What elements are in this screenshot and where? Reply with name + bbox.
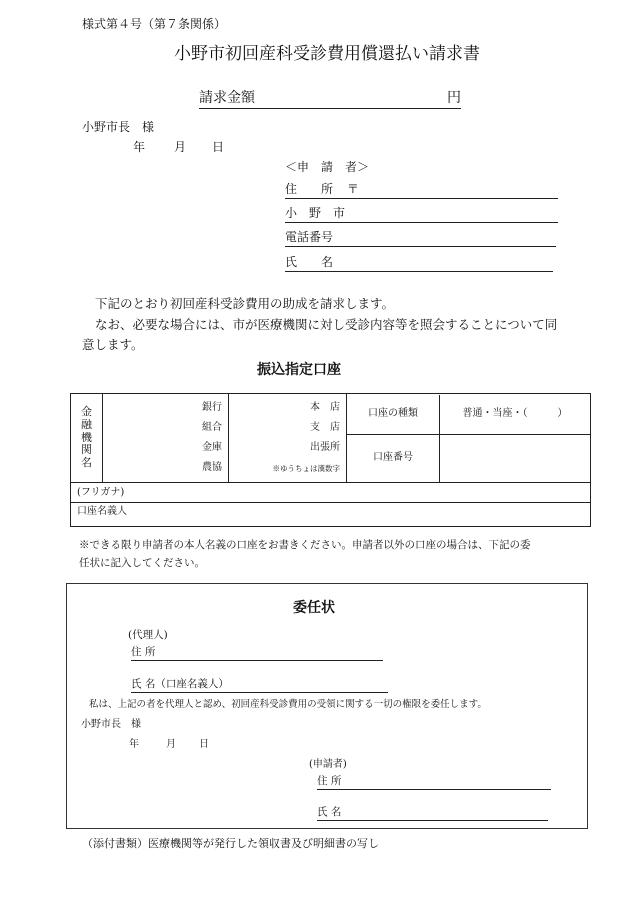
branch-sub: 支 店 [310, 422, 340, 433]
branch-office: 出張所 [310, 442, 340, 453]
applicant-name-field[interactable] [285, 255, 553, 272]
proxy-statement: 私は、上記の者を代理人と認め、初回産科受診費用の受領に関する一切の権限を委任します。 [89, 699, 487, 710]
addressee: 小野市長 様 [82, 120, 155, 134]
proxy-agent-address-field[interactable] [131, 646, 383, 661]
institution-label-cell [71, 394, 103, 483]
yucho-note: ※ゆうちょは漢数字 [272, 464, 340, 473]
furigana-row[interactable] [71, 483, 591, 503]
furigana-label: (フリガナ) [77, 486, 125, 498]
proxy-applicant-address-field[interactable] [317, 775, 551, 790]
date-day: 日 [212, 140, 225, 154]
body-text-line3: 意します。 [82, 337, 144, 352]
applicant-phone-label: 電話番号 [285, 230, 334, 244]
institution-label-char: 関 [81, 443, 92, 457]
proxy-agent-name-label: 氏 名（口座名義人） [131, 678, 229, 690]
proxy-agent-name-field[interactable] [131, 678, 388, 693]
applicant-city-label: 小 野 市 [285, 206, 346, 220]
proxy-applicant-name-label: 氏 名 [317, 806, 342, 818]
bank-type-bank: 銀行 [202, 402, 222, 413]
proxy-date-month: 月 [166, 739, 176, 750]
institution-label-char: 金 [81, 405, 92, 419]
bank-type-union: 組合 [202, 422, 222, 433]
bank-account-table [70, 393, 591, 527]
applicant-name-label: 氏 名 [285, 255, 334, 269]
proxy-date-day: 日 [199, 739, 209, 750]
institution-label-char: 融 [81, 418, 92, 432]
applicant-city-field[interactable] [285, 206, 558, 223]
institution-label-char: 名 [81, 455, 92, 469]
bank-type-agri: 農協 [202, 462, 222, 473]
form-number: 様式第４号（第７条関係） [82, 17, 227, 31]
bank-type-credit: 金庫 [202, 442, 222, 453]
holder-row[interactable] [71, 503, 591, 527]
page-title: 小野市初回産科受診費用償還払い請求書 [174, 44, 480, 64]
proxy-agent-label: (代理人) [128, 629, 168, 641]
institution-label-char: 機 [81, 430, 92, 444]
bank-name-cell[interactable] [103, 394, 229, 483]
note-line2: 任状に記入してください。 [79, 557, 205, 569]
date-month: 月 [174, 140, 187, 154]
branch-main: 本 店 [310, 402, 340, 413]
account-type-label: 口座の種類 [347, 395, 440, 435]
applicant-header: ＜申 請 者＞ [285, 160, 370, 174]
proxy-date-year: 年 [129, 739, 139, 750]
branch-cell[interactable] [229, 394, 347, 483]
account-number-input[interactable] [440, 435, 591, 482]
amount-unit: 円 [447, 90, 461, 106]
applicant-phone-field[interactable] [285, 230, 556, 247]
proxy-agent-address-label: 住 所 [131, 646, 156, 658]
body-text-line2: なお、必要な場合には、市が医療機関に対し受診内容等を照会することについて同 [95, 317, 558, 332]
body-text-line1: 下記のとおり初回産科受診費用の助成を請求します。 [95, 296, 395, 311]
proxy-title: 委任状 [293, 600, 335, 616]
account-info-cell [347, 394, 591, 483]
proxy-addressee: 小野市長 様 [81, 719, 141, 730]
proxy-applicant-address-label: 住 所 [317, 775, 342, 787]
account-type-value[interactable]: 普通・当座・（ ） [440, 395, 591, 435]
applicant-address-field[interactable] [285, 182, 558, 199]
applicant-address-label: 住 所 [285, 182, 334, 196]
amount-label: 請求金額 [199, 90, 255, 106]
proxy-applicant-label: (申請者) [309, 759, 347, 770]
attachments: （添付書類）医療機関等が発行した領収書及び明細書の写し [82, 837, 379, 850]
proxy-box [66, 583, 588, 829]
date-year: 年 [133, 140, 146, 154]
amount-field[interactable] [199, 90, 461, 109]
note-line1: ※できる限り申請者の本人名義の口座をお書きください。申請者以外の口座の場合は、下記の委 [79, 539, 531, 551]
account-number-label: 口座番号 [347, 435, 440, 482]
proxy-applicant-name-field[interactable] [317, 806, 548, 821]
holder-label: 口座名義人 [77, 506, 127, 517]
account-section-title: 振込指定口座 [257, 362, 341, 378]
postal-mark: 〒 [346, 182, 359, 196]
